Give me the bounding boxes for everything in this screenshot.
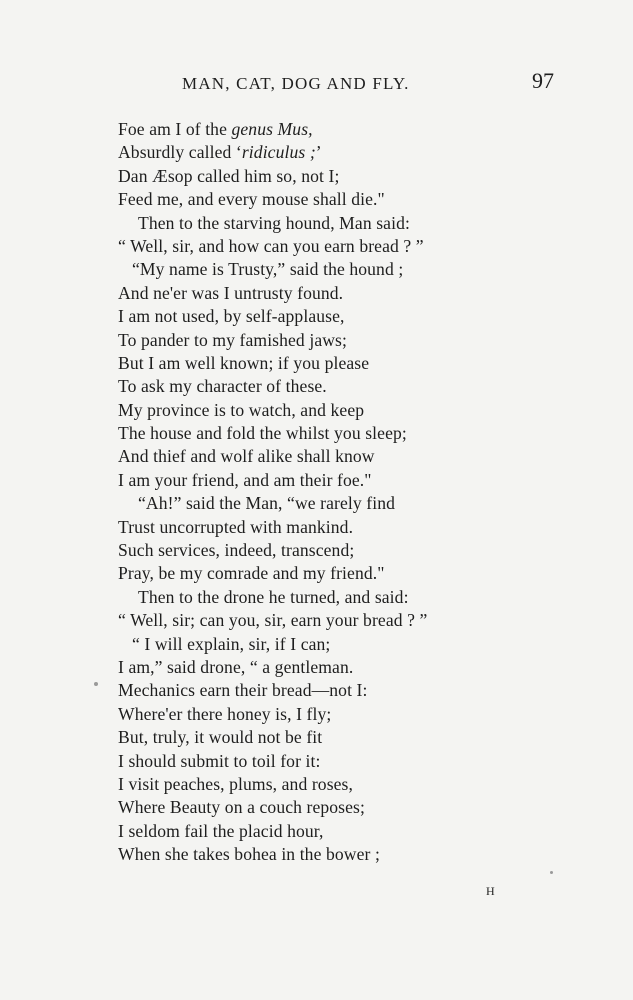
poem-line: Feed me, and every mouse shall die." <box>118 189 385 210</box>
poem-line: Absurdly called ‘ridiculus ;’ <box>118 142 322 163</box>
poem-line: I visit peaches, plums, and roses, <box>118 773 354 794</box>
poem-line: When she takes bohea in the bower ; <box>118 844 380 865</box>
poem-line: But I am well known; if you please <box>118 352 370 373</box>
poem-line: The house and fold the whilst you sleep; <box>118 423 407 444</box>
poem-line: But, truly, it would not be fit <box>118 727 323 748</box>
ink-speck <box>94 682 98 686</box>
poem-line: To ask my character of these. <box>118 376 327 397</box>
poem-line: “My name is Trusty,” said the hound ; <box>132 259 404 280</box>
poem-line: Mechanics earn their bread—not I: <box>118 680 368 701</box>
poem-line: “ I will explain, sir, if I can; <box>132 633 331 654</box>
ink-speck <box>550 871 553 874</box>
poem-line: I am your friend, and am their foe." <box>118 469 372 490</box>
poem-line: Pray, be my comrade and my friend." <box>118 563 385 584</box>
page-number: 97 <box>532 68 554 93</box>
poem-line: “Ah!” said the Man, “we rarely find <box>138 493 396 514</box>
poem-line: I am not used, by self-applause, <box>118 306 345 327</box>
poem-line: I am,” said drone, “ a gentleman. <box>118 656 354 677</box>
italic-phrase: genus Mus, <box>231 119 313 139</box>
poem-line: “ Well, sir, and how can you earn bread ? ” <box>118 235 424 256</box>
poem-line: Trust uncorrupted with mankind. <box>118 516 354 537</box>
poem-line: To pander to my famished jaws; <box>118 329 347 350</box>
running-title: MAN, CAT, DOG AND FLY. <box>182 74 410 93</box>
poem-text <box>118 118 588 867</box>
signature-mark: H <box>486 884 496 898</box>
poem-line: And ne'er was I untrusty found. <box>118 282 344 303</box>
poem-line: Dan Æsop called him so, not I; <box>118 165 340 186</box>
poem-line: My province is to watch, and keep <box>118 399 365 420</box>
poem-line: Foe am I of the genus Mus, <box>118 119 313 139</box>
poem-line: And thief and wolf alike shall know <box>118 446 375 467</box>
poem-line: Where Beauty on a couch reposes; <box>118 797 365 818</box>
poem-line: Then to the starving hound, Man said: <box>138 212 410 233</box>
poem-line: I seldom fail the placid hour, <box>118 820 324 841</box>
poem-line: Such services, indeed, transcend; <box>118 540 355 561</box>
poem-line: “ Well, sir; can you, sir, earn your bread ? ” <box>118 610 428 631</box>
poem-line: Then to the drone he turned, and said: <box>138 586 409 607</box>
poem-line: Where'er there honey is, I fly; <box>118 703 332 724</box>
poem-line: I should submit to toil for it: <box>118 750 321 771</box>
italic-phrase: ridiculus ; <box>241 142 316 163</box>
